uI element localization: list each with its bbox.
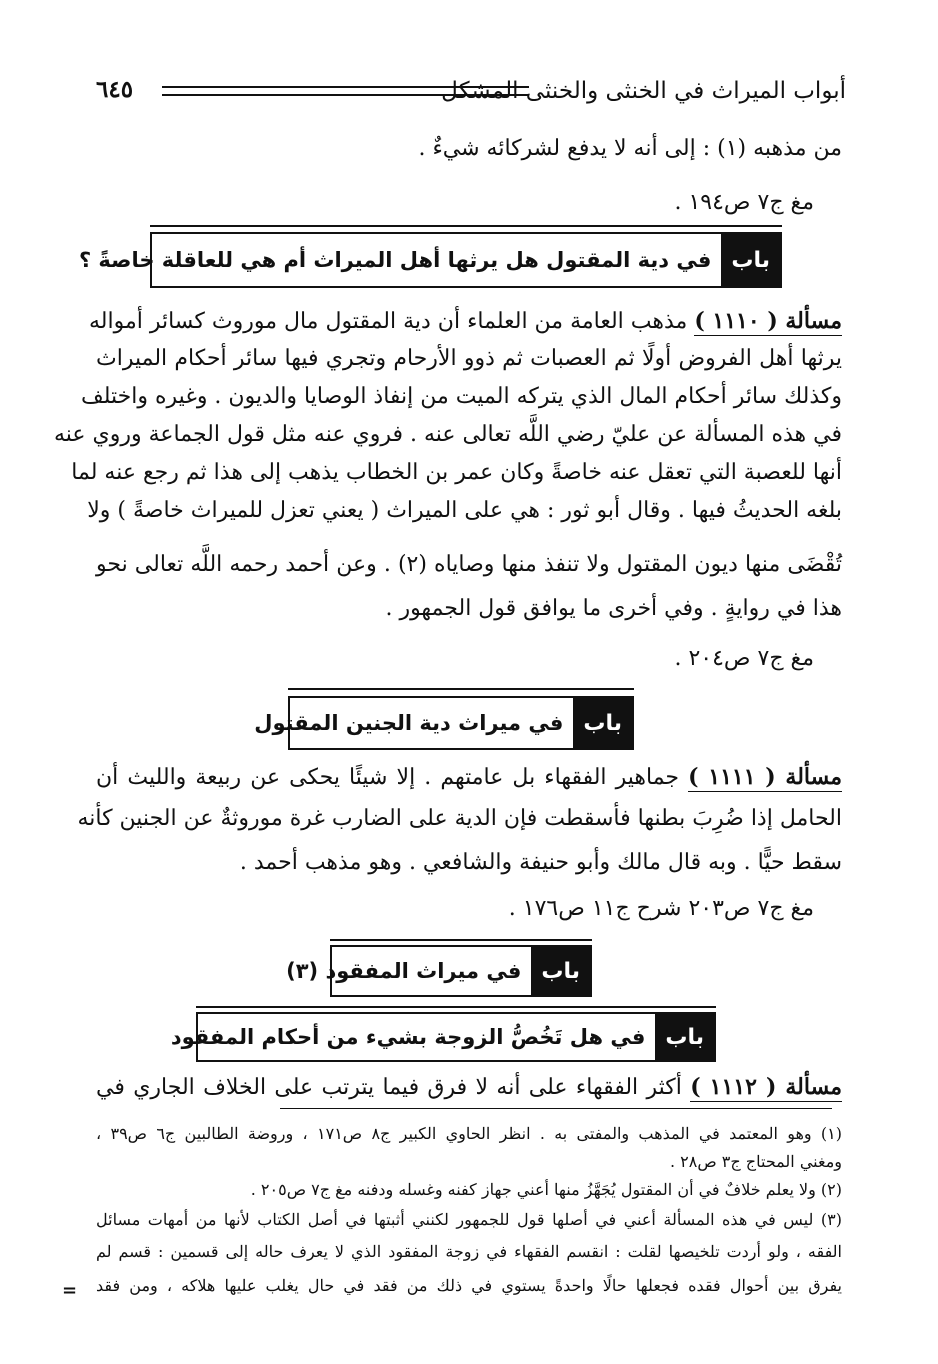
chapter-box xyxy=(170,1012,716,1062)
reference-line: مغ ج٧ ص١٩٤ . xyxy=(674,190,814,215)
text-line: الحامل إذا ضُرِبَ بطنها فأسقطت فإن الدية على الضارب غرة موروثةٌ عن الجنين كأنه xyxy=(77,806,842,831)
text-line xyxy=(88,308,842,334)
chapter-heading-2 xyxy=(254,688,634,750)
bab-label: باب xyxy=(573,698,632,748)
chapter-box xyxy=(78,232,782,288)
text-line xyxy=(96,1074,842,1100)
footnote-line: (٢) ولا يعلم خلافٌ في أن المقتول يُجَهَّزُ منها أعني جهاز كفنه وغسله ودفنه مغ ج٧ ص٢٠٥ . xyxy=(250,1180,842,1199)
header-double-rule xyxy=(162,86,529,96)
chapter-box xyxy=(286,945,592,997)
chapter-title: في ميراث دية الجنين المقتول xyxy=(254,711,564,735)
chapter-title: في دية المقتول هل يرثها أهل الميراث أم هي للعاقلة خاصةً ؟ xyxy=(78,248,712,272)
chapter-rule xyxy=(196,1006,716,1008)
masala-text: جماهير الفقهاء بل عامتهم . إلا شيئًا يحكى عن ربيعة والليث أن xyxy=(96,765,680,790)
chapter-title: في ميراث المفقود (٣) xyxy=(286,959,522,983)
chapter-rule xyxy=(330,939,592,941)
footnote-line: (٣) ليس في هذه المسألة أعني في أصلها قول للجمهور لكنني أثبتها في أصل الكتاب لأنها من أمهات مسائل xyxy=(96,1210,842,1229)
text-line: وكذلك سائر أحكام المال الذي يتركه الميت من إنفاذ الوصايا والديون . وغيره واختلف xyxy=(80,384,842,409)
chapter-rule xyxy=(288,688,634,690)
chapter-rule xyxy=(150,225,782,227)
text-line: أنها للعصبة التي تعقل عنه خاصةً وكان عمر بن الخطاب يذهب إلى هذا ثم رجع عنه لما xyxy=(71,460,842,485)
text-line: بلغه الحديثُ فيها . وقال أبو ثور : هي على الميراث ( يعني تعزل للميراث خاصةً ) ولا xyxy=(87,498,842,523)
footnote-line: (١) وهو المعتمد في المذهب والمفتى به . انظر الحاوي الكبير ج٨ ص١٧١ ، وروضة الطالبين ج٦ ص٣٩ ، xyxy=(96,1124,843,1143)
footnote-line: يفرق بين أحوال فقده فجعلها حالًا واحدةً يستوي في ذلك من فقد في حال يغلب عليها هلاكه ، ومن فقد xyxy=(96,1276,842,1295)
bab-label: باب xyxy=(655,1014,714,1060)
masala-text: أكثر الفقهاء على أنه لا فرق فيما يترتب على الخلاف الجاري في xyxy=(96,1075,682,1100)
bab-label: باب xyxy=(531,947,590,995)
text-line: يرثها أهل الفروض أولًا ثم العصبات ثم ذوو الأرحام وتجري فيها سائر أحكام الميراث xyxy=(96,346,842,371)
chapter-heading-3 xyxy=(286,939,592,997)
text-line: تُقْضَى منها ديون المقتول ولا تنفذ منها وصاياه (٢) . وعن أحمد رحمه اللَّه تعالى نحو xyxy=(96,552,842,577)
text-line: في هذه المسألة عن عليّ رضي اللَّه تعالى عنه . فروي عنه مثل قول الجماعة وروي عنه xyxy=(54,422,842,447)
footnote-line: الفقه ، ولو أردت تلخيصها لقلت : انقسم الفقهاء في زوجة المفقود الذي لا يعرف حاله إلى قسمين : قسم لم xyxy=(96,1242,842,1261)
chapter-heading-1 xyxy=(78,225,782,288)
masala-label: مسألة ( ١١١١ ) xyxy=(688,764,843,790)
reference-line: مغ ج٧ ص٢٠٤ . xyxy=(674,646,814,671)
masala-label: مسألة ( ١١١٠ ) xyxy=(694,308,842,334)
chapter-title: في هل تَخُصُّ الزوجة بشيء من أحكام المفقود xyxy=(170,1025,646,1049)
bab-label: باب xyxy=(721,234,780,286)
chapter-heading-4 xyxy=(170,1006,716,1062)
masala-text: مذهب العامة من العلماء أن دية المقتول مال موروث كسائر أمواله xyxy=(88,309,688,334)
footnote-line: ومغني المحتاج ج٣ ص٢٨ . xyxy=(670,1152,842,1171)
continuation-mark: = xyxy=(62,1280,78,1301)
running-header-title: أبواب الميراث في الخنثى والخنثى المشكل xyxy=(441,78,846,104)
chapter-box xyxy=(254,696,634,750)
reference-line: مغ ج٧ ص٢٠٣ شرح ج١١ ص١٧٦ . xyxy=(508,896,814,921)
masala-label: مسألة ( ١١١٢ ) xyxy=(690,1074,842,1100)
text-line: سقط حيًّا . وبه قال مالك وأبو حنيفة والشافعي . وهو مذهب أحمد . xyxy=(239,850,842,875)
page-number: ٦٤٥ xyxy=(96,76,134,103)
text-line: هذا في روايةٍ . وفي أخرى ما يوافق قول الجمهور . xyxy=(385,596,842,621)
text-line: من مذهبه (١) : إلى أنه لا يدفع لشركائه شيءٌ . xyxy=(418,136,842,161)
text-line xyxy=(96,764,842,790)
footnote-separator xyxy=(280,1108,832,1109)
